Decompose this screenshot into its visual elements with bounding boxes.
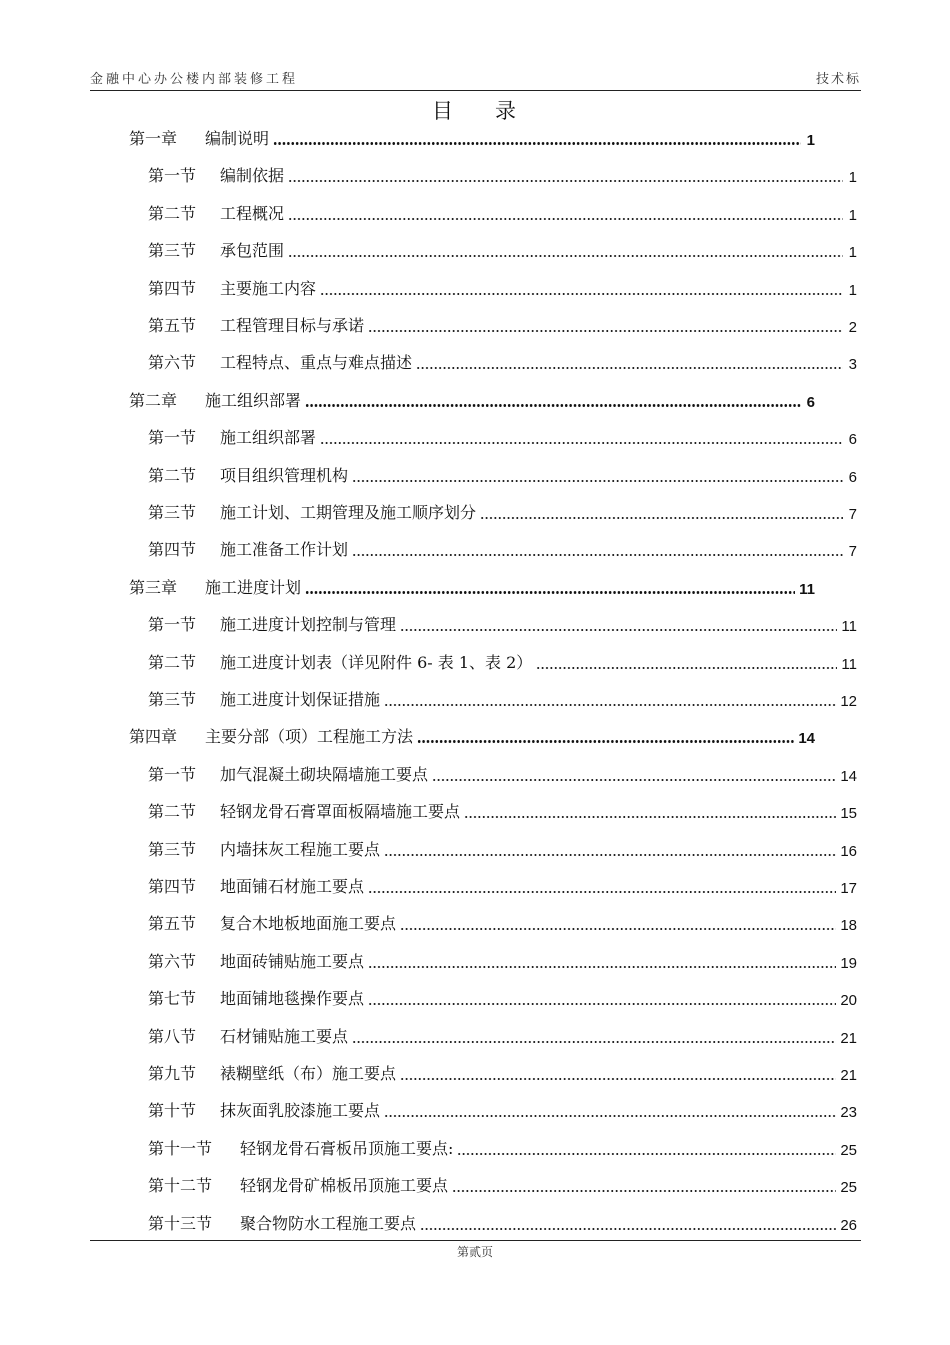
toc-page-number: 15 (840, 805, 857, 823)
toc-page-number: 1 (848, 281, 857, 299)
toc-entry-title: 轻钢龙骨矿棉板吊顶施工要点 (240, 1176, 449, 1196)
toc-page-number: 1 (806, 132, 815, 149)
toc-page-number: 18 (840, 917, 857, 935)
toc-section-entry[interactable] (148, 1137, 857, 1159)
toc-leader-dots (464, 816, 836, 818)
toc-entry-number: 第六节 (148, 353, 197, 373)
toc-entry-number: 第二节 (148, 203, 197, 223)
toc-leader-dots (368, 891, 836, 893)
toc-section-entry[interactable] (148, 426, 857, 448)
toc-section-entry[interactable] (148, 987, 857, 1009)
toc-entry-number: 第八节 (148, 1026, 197, 1046)
toc-entry-label (148, 350, 412, 373)
toc-heading (0, 95, 950, 125)
toc-entry-number: 第五节 (148, 316, 197, 335)
toc-leader-dots (288, 218, 843, 220)
toc-section-entry[interactable] (148, 1099, 857, 1121)
toc-leader-dots (416, 367, 843, 369)
toc-section-entry[interactable] (148, 1062, 857, 1084)
toc-entry-number: 第十节 (148, 1101, 197, 1121)
toc-entry-label (148, 874, 364, 897)
toc-entry-label (148, 313, 364, 336)
toc-leader-dots (400, 1078, 836, 1080)
toc-page-number: 21 (840, 1029, 857, 1047)
toc-entry-number: 第一节 (148, 166, 197, 186)
toc-entry-number: 第五节 (148, 914, 197, 934)
toc-entry-label (129, 388, 301, 411)
toc-entry-label (148, 1024, 348, 1047)
toc-leader-dots (368, 1003, 836, 1005)
toc-page-number: 1 (848, 206, 857, 224)
toc-entry-title: 施工计划、工期管理及施工顺序划分 (220, 503, 477, 522)
toc-entry-title: 承包范围 (220, 241, 285, 261)
toc-leader-dots (400, 928, 836, 930)
toc-section-entry[interactable] (148, 613, 857, 635)
toc-entry-label (148, 911, 396, 934)
toc-section-entry[interactable] (148, 800, 857, 822)
toc-entry-title: 主要施工内容 (220, 278, 317, 298)
toc-entry-title: 工程管理目标与承诺 (220, 316, 365, 335)
toc-entry-title: 轻钢龙骨石膏板吊顶施工要点: (240, 1138, 454, 1158)
toc-entry-label (148, 500, 476, 523)
toc-entry-label (148, 762, 428, 785)
toc-entry-title: 编制依据 (220, 166, 285, 186)
toc-section-entry[interactable] (148, 464, 857, 486)
toc-leader-dots (384, 704, 836, 706)
toc-page-number: 14 (840, 767, 857, 785)
toc-entry-label (148, 425, 316, 448)
toc-leader-dots (457, 1153, 836, 1155)
toc-leader-dots (273, 142, 801, 145)
toc-entry-label (148, 1098, 380, 1121)
toc-entry-label (148, 201, 284, 224)
toc-entry-number: 第三节 (148, 241, 197, 261)
toc-leader-dots (384, 1115, 836, 1117)
toc-section-entry[interactable] (148, 239, 857, 261)
toc-entry-label (148, 463, 348, 486)
toc-entry-title: 工程特点、重点与难点描述 (220, 353, 413, 373)
toc-entry-label (148, 1061, 396, 1084)
toc-entry-title: 施工组织部署 (220, 428, 317, 448)
toc-entry-title: 加气混凝土砌块隔墙施工要点 (220, 764, 429, 784)
toc-entry-number: 第三节 (148, 503, 197, 522)
toc-entry-number: 第一章 (129, 129, 178, 148)
toc-section-entry[interactable] (148, 950, 857, 972)
toc-section-entry[interactable] (148, 277, 857, 299)
toc-entry-number: 第一节 (148, 428, 197, 448)
toc-page-number: 6 (848, 431, 857, 449)
toc-entry-title: 主要分部（项）工程施工方法 (205, 727, 414, 747)
toc-entry-title: 项目组织管理机构 (220, 465, 349, 485)
toc-heading-char-2: 录 (495, 99, 518, 123)
toc-entry-number: 第二章 (129, 390, 178, 410)
toc-page-number: 20 (840, 992, 857, 1010)
toc-section-entry[interactable] (148, 763, 857, 785)
toc-entry-title: 聚合物防水工程施工要点 (240, 1213, 417, 1233)
toc-entry-label (148, 276, 316, 299)
toc-page-number: 23 (840, 1104, 857, 1122)
toc-entry-number: 第十一节 (148, 1138, 213, 1158)
toc-entry-title: 复合木地板地面施工要点 (220, 914, 397, 934)
toc-leader-dots (452, 1190, 836, 1192)
toc-leader-dots (368, 966, 836, 968)
toc-entry-label (148, 687, 380, 710)
toc-entry-label (148, 650, 532, 673)
toc-entry-title: 裱糊壁纸（布）施工要点 (220, 1064, 397, 1083)
toc-entry-number: 第三节 (148, 690, 197, 709)
toc-entry-title: 内墙抹灰工程施工要点 (220, 839, 381, 859)
toc-leader-dots (305, 404, 801, 407)
toc-leader-dots (305, 591, 795, 594)
toc-section-entry[interactable] (148, 651, 857, 673)
toc-entry-label (129, 575, 301, 598)
toc-section-entry[interactable] (148, 1212, 857, 1234)
toc-entry-number: 第一节 (148, 615, 197, 635)
toc-entry-number: 第六节 (148, 951, 197, 971)
toc-section-entry[interactable] (148, 1025, 857, 1047)
toc-entry-number: 第十三节 (148, 1213, 213, 1233)
toc-page-number: 12 (840, 693, 857, 710)
toc-entry-label (148, 799, 460, 822)
toc-entry-number: 第四节 (148, 540, 197, 560)
toc-leader-dots (400, 629, 837, 631)
toc-entry-label (148, 163, 284, 186)
toc-section-entry[interactable] (148, 202, 857, 224)
toc-leader-dots (320, 442, 843, 444)
toc-entry-label (148, 1136, 453, 1159)
toc-section-entry[interactable] (148, 875, 857, 897)
toc-entry-label (148, 986, 364, 1009)
toc-page-number: 17 (840, 880, 857, 897)
toc-chapter-entry[interactable] (129, 389, 815, 411)
toc-entry-title: 施工进度计划保证措施 (220, 690, 381, 709)
toc-entry-title: 轻钢龙骨石膏罩面板隔墙施工要点 (220, 802, 461, 822)
toc-leader-dots (420, 1228, 836, 1230)
toc-page-number: 21 (840, 1067, 857, 1084)
toc-heading-char-1: 目 (432, 99, 455, 123)
toc-section-entry[interactable] (148, 538, 857, 560)
footer-divider (90, 1240, 861, 1241)
toc-entry-title: 编制说明 (205, 129, 270, 148)
toc-page-number: 3 (848, 356, 857, 374)
toc-entry-title: 施工进度计划表（详见附件 6- 表 1、表 2） (220, 652, 533, 672)
toc-page-number: 25 (840, 1141, 857, 1159)
toc-entry-label (148, 949, 364, 972)
toc-section-entry[interactable] (148, 688, 857, 710)
toc-entry-title: 施工组织部署 (205, 390, 302, 410)
toc-leader-dots (320, 293, 843, 295)
toc-page-number: 6 (848, 468, 857, 486)
toc-leader-dots (352, 1041, 836, 1043)
toc-page-number: 1 (848, 169, 857, 187)
toc-entry-title: 地面砖铺贴施工要点 (220, 951, 365, 971)
page-number: 第贰页 (456, 1245, 493, 1259)
toc-page-number: 11 (799, 580, 815, 598)
toc-section-entry[interactable] (148, 164, 857, 186)
toc-entry-title: 石材铺贴施工要点 (220, 1026, 349, 1046)
toc-section-entry[interactable] (148, 351, 857, 373)
toc-entry-title: 抹灰面乳胶漆施工要点 (220, 1101, 381, 1121)
toc-entry-label (148, 1173, 448, 1196)
toc-page-number: 11 (841, 655, 857, 673)
toc-entry-label (129, 126, 269, 149)
toc-entry-title: 地面铺地毯操作要点 (220, 989, 365, 1009)
toc-entry-number: 第四节 (148, 278, 197, 298)
toc-section-entry[interactable] (148, 501, 857, 523)
document-type: 技术标 (815, 72, 861, 87)
toc-entry-title: 施工进度计划控制与管理 (220, 615, 397, 635)
toc-leader-dots (352, 554, 843, 556)
toc-entry-label (148, 837, 380, 860)
toc-entry-number: 第二节 (148, 652, 197, 672)
toc-section-entry[interactable] (148, 314, 857, 336)
toc-entry-label (129, 724, 413, 747)
toc-leader-dots (480, 517, 843, 519)
toc-entry-number: 第三章 (129, 577, 178, 597)
toc-entry-number: 第二节 (148, 802, 197, 822)
toc-page-number: 16 (840, 842, 857, 860)
toc-leader-dots (288, 180, 843, 182)
toc-entry-number: 第十二节 (148, 1176, 213, 1196)
toc-page-number: 26 (840, 1216, 857, 1234)
toc-page-number: 7 (848, 506, 857, 523)
toc-entry-label (148, 537, 348, 560)
toc-section-entry[interactable] (148, 1174, 857, 1196)
toc-chapter-entry[interactable] (129, 127, 815, 149)
toc-leader-dots (417, 740, 794, 743)
page-header (90, 66, 861, 91)
toc-entry-number: 第一节 (148, 764, 197, 784)
toc-entry-label (148, 1211, 416, 1234)
toc-section-entry[interactable] (148, 838, 857, 860)
toc-leader-dots (432, 779, 836, 781)
toc-leader-dots (352, 480, 843, 482)
toc-leader-dots (536, 667, 837, 669)
toc-chapter-entry[interactable] (129, 725, 815, 747)
toc-entry-title: 地面铺石材施工要点 (220, 877, 365, 896)
toc-page-number: 25 (840, 1179, 857, 1197)
toc-entry-number: 第七节 (148, 989, 197, 1009)
toc-entry-title: 工程概况 (220, 203, 285, 223)
toc-section-entry[interactable] (148, 912, 857, 934)
document-title: 金融中心办公楼内部装修工程 (90, 72, 299, 87)
toc-entry-number: 第四章 (129, 727, 178, 747)
toc-entry-number: 第三节 (148, 839, 197, 859)
toc-leader-dots (288, 255, 843, 257)
toc-page-number: 6 (806, 393, 815, 411)
toc-page-number: 19 (840, 954, 857, 972)
toc-page-number: 1 (848, 244, 857, 262)
toc-page-number: 11 (841, 618, 857, 636)
toc-entry-label (148, 238, 284, 261)
toc-leader-dots (368, 330, 843, 332)
toc-page-number: 7 (848, 543, 857, 561)
toc-entry-number: 第九节 (148, 1064, 197, 1083)
toc-entry-number: 第二节 (148, 465, 197, 485)
toc-chapter-entry[interactable] (129, 576, 815, 598)
toc-leader-dots (384, 854, 836, 856)
toc-page-number: 2 (848, 319, 857, 336)
toc-entry-label (148, 612, 396, 635)
toc-entry-title: 施工准备工作计划 (220, 540, 349, 560)
toc-page-number: 14 (798, 730, 815, 748)
toc-entry-title: 施工进度计划 (205, 577, 302, 597)
toc-entry-number: 第四节 (148, 877, 197, 896)
